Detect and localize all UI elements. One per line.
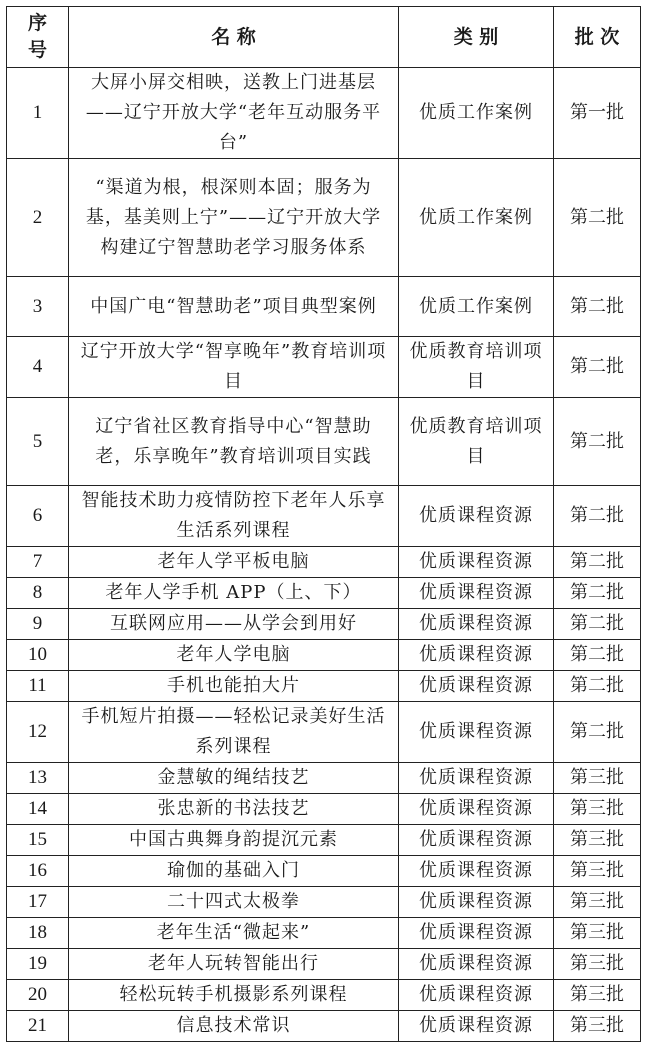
- row-name: 老年人学手机 APP（上、下）: [69, 578, 399, 609]
- row-index: 7: [7, 547, 69, 578]
- table-row: [7, 1011, 641, 1042]
- row-index: 12: [7, 702, 69, 763]
- row-category: 优质课程资源: [399, 547, 554, 578]
- row-batch: 第三批: [554, 1011, 641, 1042]
- row-category: 优质课程资源: [399, 856, 554, 887]
- row-name: 老年人学平板电脑: [69, 547, 399, 578]
- row-index: 11: [7, 671, 69, 702]
- row-name: 老年生活“微起来”: [69, 918, 399, 949]
- row-batch: 第二批: [554, 486, 641, 547]
- row-index: 3: [7, 277, 69, 337]
- row-index: 20: [7, 980, 69, 1011]
- row-category: 优质课程资源: [399, 918, 554, 949]
- table-row: [7, 825, 641, 856]
- row-name: 老年人玩转智能出行: [69, 949, 399, 980]
- table-row: [7, 277, 641, 337]
- table-row: [7, 794, 641, 825]
- table-body: [7, 68, 641, 1042]
- row-name: 手机也能拍大片: [69, 671, 399, 702]
- row-name: 大屏小屏交相映，送教上门进基层——辽宁开放大学“老年互动服务平台”: [69, 68, 399, 159]
- table-row: [7, 671, 641, 702]
- row-index: 13: [7, 763, 69, 794]
- row-batch: 第二批: [554, 398, 641, 486]
- row-name: 辽宁省社区教育指导中心“智慧助老，乐享晚年”教育培训项目实践: [69, 398, 399, 486]
- row-category: 优质课程资源: [399, 486, 554, 547]
- row-category: 优质课程资源: [399, 763, 554, 794]
- row-name: 老年人学电脑: [69, 640, 399, 671]
- row-index: 6: [7, 486, 69, 547]
- row-name: 轻松玩转手机摄影系列课程: [69, 980, 399, 1011]
- header-category: 类 别: [399, 7, 554, 68]
- row-category: 优质工作案例: [399, 159, 554, 277]
- project-list-table: [6, 6, 641, 1042]
- row-name: 辽宁开放大学“智享晚年”教育培训项目: [69, 337, 399, 398]
- row-name: 二十四式太极拳: [69, 887, 399, 918]
- row-batch: 第二批: [554, 547, 641, 578]
- row-index: 21: [7, 1011, 69, 1042]
- row-index: 19: [7, 949, 69, 980]
- row-batch: 第三批: [554, 763, 641, 794]
- table-row: [7, 887, 641, 918]
- table-row: [7, 68, 641, 159]
- row-batch: 第三批: [554, 918, 641, 949]
- row-index: 1: [7, 68, 69, 159]
- row-index: 16: [7, 856, 69, 887]
- row-name: 张忠新的书法技艺: [69, 794, 399, 825]
- table-row: [7, 980, 641, 1011]
- row-batch: 第二批: [554, 609, 641, 640]
- row-batch: 第二批: [554, 159, 641, 277]
- row-batch: 第一批: [554, 68, 641, 159]
- row-category: 优质课程资源: [399, 578, 554, 609]
- row-category: 优质课程资源: [399, 1011, 554, 1042]
- header-name: 名 称: [69, 7, 399, 68]
- table-row: [7, 398, 641, 486]
- header-index: 序 号: [7, 7, 69, 68]
- row-index: 14: [7, 794, 69, 825]
- row-category: 优质工作案例: [399, 277, 554, 337]
- row-batch: 第三批: [554, 887, 641, 918]
- row-batch: 第三批: [554, 980, 641, 1011]
- row-category: 优质课程资源: [399, 887, 554, 918]
- row-category: 优质工作案例: [399, 68, 554, 159]
- row-category: 优质课程资源: [399, 671, 554, 702]
- row-index: 17: [7, 887, 69, 918]
- table-row: [7, 609, 641, 640]
- row-batch: 第二批: [554, 578, 641, 609]
- row-index: 2: [7, 159, 69, 277]
- row-batch: 第三批: [554, 825, 641, 856]
- row-category: 优质课程资源: [399, 825, 554, 856]
- row-category: 优质课程资源: [399, 640, 554, 671]
- table-row: [7, 159, 641, 277]
- table-row: [7, 486, 641, 547]
- row-batch: 第二批: [554, 640, 641, 671]
- row-index: 4: [7, 337, 69, 398]
- header-batch: 批 次: [554, 7, 641, 68]
- row-category: 优质课程资源: [399, 702, 554, 763]
- row-category: 优质课程资源: [399, 609, 554, 640]
- row-name: 瑜伽的基础入门: [69, 856, 399, 887]
- row-batch: 第二批: [554, 277, 641, 337]
- table-row: [7, 856, 641, 887]
- table-row: [7, 918, 641, 949]
- row-batch: 第三批: [554, 949, 641, 980]
- row-batch: 第二批: [554, 702, 641, 763]
- row-category: 优质教育培训项目: [399, 398, 554, 486]
- table-row: [7, 337, 641, 398]
- table-row: [7, 578, 641, 609]
- row-name: 互联网应用——从学会到用好: [69, 609, 399, 640]
- row-name: “渠道为根，根深则本固；服务为基，基美则上宁”——辽宁开放大学构建辽宁智慧助老学习服务体系: [69, 159, 399, 277]
- row-index: 10: [7, 640, 69, 671]
- row-index: 8: [7, 578, 69, 609]
- table-row: [7, 640, 641, 671]
- row-batch: 第二批: [554, 337, 641, 398]
- table-row: [7, 949, 641, 980]
- table-row: [7, 547, 641, 578]
- row-index: 18: [7, 918, 69, 949]
- row-name: 手机短片拍摄——轻松记录美好生活系列课程: [69, 702, 399, 763]
- row-batch: 第三批: [554, 794, 641, 825]
- row-category: 优质课程资源: [399, 794, 554, 825]
- row-name: 智能技术助力疫情防控下老年人乐享生活系列课程: [69, 486, 399, 547]
- row-name: 中国古典舞身韵提沉元素: [69, 825, 399, 856]
- row-name: 信息技术常识: [69, 1011, 399, 1042]
- row-name: 金慧敏的绳结技艺: [69, 763, 399, 794]
- table-header-row: [7, 7, 641, 68]
- row-index: 9: [7, 609, 69, 640]
- row-batch: 第三批: [554, 856, 641, 887]
- table-row: [7, 702, 641, 763]
- row-category: 优质课程资源: [399, 980, 554, 1011]
- row-category: 优质教育培训项目: [399, 337, 554, 398]
- row-index: 15: [7, 825, 69, 856]
- row-index: 5: [7, 398, 69, 486]
- table-row: [7, 763, 641, 794]
- row-batch: 第二批: [554, 671, 641, 702]
- row-category: 优质课程资源: [399, 949, 554, 980]
- row-name: 中国广电“智慧助老”项目典型案例: [69, 277, 399, 337]
